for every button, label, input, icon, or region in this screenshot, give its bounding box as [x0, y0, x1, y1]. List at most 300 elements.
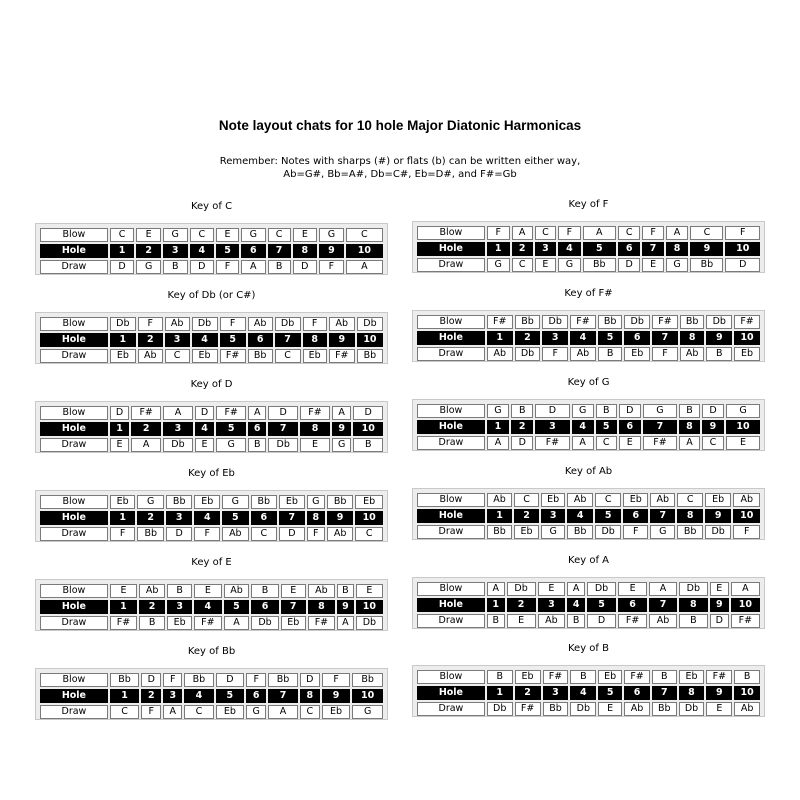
hole-row-label: Hole — [40, 689, 108, 703]
blow-note-cell: A — [487, 582, 505, 596]
blow-note-cell: Bb — [515, 315, 541, 329]
draw-note-cell: Bb — [487, 525, 512, 539]
draw-note-cell: Db — [515, 347, 541, 361]
hole-number-cell: 3 — [165, 333, 190, 347]
draw-note-cell: A — [241, 260, 266, 274]
blow-note-cell: A — [666, 226, 689, 240]
draw-note-cell: E — [598, 702, 622, 716]
blow-note-cell: A — [649, 582, 677, 596]
hole-number-cell: 5 — [583, 242, 616, 256]
chart-caption: Key of G — [567, 377, 610, 388]
blow-note-cell: Db — [192, 317, 218, 331]
hole-number-cell: 4 — [195, 422, 214, 436]
chart-caption: Key of B — [568, 643, 609, 654]
blow-note-cell: Bb — [268, 673, 297, 687]
draw-note-cell: D — [511, 436, 533, 450]
draw-note-cell: C — [512, 258, 533, 272]
blow-row — [40, 495, 383, 509]
blow-row — [40, 673, 383, 687]
note-table — [415, 580, 762, 630]
hole-row — [40, 511, 383, 525]
hole-number-cell: 10 — [355, 511, 383, 525]
draw-note-cell: F# — [308, 616, 335, 630]
draw-note-cell: Db — [268, 438, 298, 452]
blow-note-cell: C — [618, 226, 641, 240]
blow-note-cell: G — [222, 495, 248, 509]
draw-note-cell: Eb — [514, 525, 539, 539]
note-table-frame — [35, 401, 388, 453]
hole-number-cell: 10 — [356, 600, 383, 614]
hole-number-cell: 1 — [110, 511, 136, 525]
draw-note-cell: C — [355, 527, 383, 541]
chart-key-of-f — [412, 288, 765, 364]
hole-row — [417, 420, 760, 434]
hole-number-cell: 9 — [332, 422, 351, 436]
draw-note-cell: Eb — [322, 705, 351, 719]
blow-note-cell: Db — [624, 315, 650, 329]
hole-number-cell: 8 — [300, 689, 320, 703]
hole-number-cell: 4 — [194, 511, 220, 525]
draw-note-cell: D — [110, 260, 135, 274]
hole-number-cell: 5 — [595, 509, 622, 523]
blow-row — [417, 226, 760, 240]
blow-note-cell: C — [110, 228, 135, 242]
draw-note-cell: C — [165, 349, 190, 363]
blow-note-cell: B — [652, 670, 677, 684]
hole-number-cell: 10 — [726, 420, 760, 434]
draw-note-cell: Bb — [543, 702, 569, 716]
blow-note-cell: A — [731, 582, 760, 596]
hole-number-cell: 7 — [652, 686, 677, 700]
note-table-frame — [35, 223, 388, 275]
blow-note-cell: G — [643, 404, 677, 418]
hole-number-cell: 5 — [598, 686, 622, 700]
blow-note-cell: E — [110, 584, 137, 598]
hole-number-cell: 5 — [216, 422, 246, 436]
hole-number-cell: 2 — [511, 420, 533, 434]
draw-note-cell: B — [139, 616, 165, 630]
hole-number-cell: 1 — [110, 333, 136, 347]
blow-note-cell: Bb — [166, 495, 192, 509]
hole-number-cell: 9 — [702, 420, 724, 434]
blow-note-cell: D — [300, 673, 320, 687]
draw-note-cell: G — [246, 705, 266, 719]
draw-note-cell: G — [650, 525, 675, 539]
draw-note-cell: F — [110, 527, 136, 541]
blow-row — [417, 582, 760, 596]
blow-note-cell: C — [595, 493, 622, 507]
blow-note-cell: B — [570, 670, 596, 684]
chart-caption: Key of Eb — [188, 468, 235, 479]
hole-number-cell: 9 — [710, 598, 729, 612]
draw-note-cell: Db — [570, 702, 596, 716]
hole-number-cell: 6 — [618, 242, 641, 256]
hole-number-cell: 2 — [139, 600, 165, 614]
blow-note-cell: G — [137, 495, 163, 509]
blow-row-label: Blow — [40, 495, 108, 509]
note-table — [38, 493, 385, 543]
blow-note-cell: F — [642, 226, 663, 240]
hole-number-cell: 4 — [190, 244, 215, 258]
blow-row-label: Blow — [417, 404, 485, 418]
blow-row-label: Blow — [417, 226, 485, 240]
hole-row — [40, 600, 383, 614]
blow-note-cell: Eb — [541, 493, 566, 507]
hole-row-label: Hole — [40, 422, 108, 436]
note-table — [38, 671, 385, 721]
blow-note-cell: D — [702, 404, 724, 418]
draw-note-cell: G — [216, 438, 246, 452]
blow-row — [417, 670, 760, 684]
blow-note-cell: Ab — [487, 493, 512, 507]
blow-note-cell: Bb — [184, 673, 213, 687]
hole-row-label: Hole — [417, 331, 485, 345]
hole-row-label: Hole — [417, 420, 485, 434]
draw-note-cell: A — [679, 436, 700, 450]
draw-note-cell: Ab — [222, 527, 248, 541]
blow-note-cell: E — [293, 228, 318, 242]
hole-number-cell: 6 — [251, 511, 277, 525]
draw-note-cell: D — [618, 258, 641, 272]
hole-row — [40, 689, 383, 703]
blow-note-cell: F — [163, 673, 182, 687]
blow-note-cell: D — [141, 673, 161, 687]
hole-number-cell: 7 — [268, 422, 298, 436]
blow-note-cell: Bb — [680, 315, 705, 329]
hole-number-cell: 8 — [679, 420, 700, 434]
draw-note-cell: D — [166, 527, 192, 541]
hole-number-cell: 1 — [487, 242, 510, 256]
note-table-frame — [35, 312, 388, 364]
blow-row-label: Blow — [40, 228, 108, 242]
blow-note-cell: G — [307, 495, 325, 509]
hole-number-cell: 2 — [137, 511, 163, 525]
hole-number-cell: 4 — [194, 600, 221, 614]
blow-note-cell: Bb — [327, 495, 353, 509]
hole-number-cell: 6 — [624, 686, 650, 700]
draw-note-cell: C — [251, 527, 277, 541]
hole-row — [417, 331, 760, 345]
draw-note-cell: F — [623, 525, 648, 539]
hole-number-cell: 9 — [327, 511, 353, 525]
blow-row — [417, 493, 760, 507]
hole-number-cell: 1 — [487, 331, 513, 345]
draw-note-cell: Db — [705, 525, 732, 539]
blow-note-cell: G — [319, 228, 344, 242]
draw-note-cell: E — [300, 438, 330, 452]
hole-number-cell: 2 — [131, 422, 161, 436]
hole-number-cell: 8 — [679, 686, 705, 700]
blow-row — [40, 406, 383, 420]
blow-note-cell: F# — [487, 315, 513, 329]
hole-number-cell: 7 — [268, 689, 297, 703]
draw-note-cell: A — [268, 705, 297, 719]
blow-row — [417, 315, 760, 329]
hole-number-cell: 7 — [649, 598, 677, 612]
page-title: Note layout chats for 10 hole Major Diatonic Harmonicas — [218, 118, 582, 133]
hole-number-cell: 6 — [619, 420, 641, 434]
hole-number-cell: 9 — [319, 244, 344, 258]
draw-note-cell: F — [307, 527, 325, 541]
draw-note-cell: Bb — [567, 525, 592, 539]
note-table-frame — [412, 310, 765, 362]
blow-note-cell: Ab — [248, 317, 273, 331]
draw-note-cell: D — [725, 258, 760, 272]
hole-number-cell: 5 — [596, 420, 617, 434]
note-table-frame — [35, 579, 388, 631]
draw-note-cell: C — [596, 436, 617, 450]
hole-number-cell: 4 — [567, 509, 592, 523]
draw-note-cell: Ab — [487, 347, 513, 361]
draw-note-cell: F# — [515, 702, 541, 716]
draw-row — [417, 702, 760, 716]
draw-row — [417, 436, 760, 450]
draw-note-cell: C — [184, 705, 213, 719]
chart-caption: Key of C — [190, 201, 233, 212]
hole-number-cell: 1 — [110, 600, 137, 614]
hole-number-cell: 10 — [734, 686, 760, 700]
blow-note-cell: F# — [216, 406, 246, 420]
blow-note-cell: C — [514, 493, 539, 507]
hole-row — [40, 333, 383, 347]
blow-note-cell: Db — [587, 582, 616, 596]
draw-note-cell: C — [110, 705, 139, 719]
draw-note-cell: F — [141, 705, 161, 719]
hole-number-cell: 9 — [337, 600, 354, 614]
blow-note-cell: Eb — [279, 495, 305, 509]
blow-note-cell: C — [268, 228, 291, 242]
blow-note-cell: Ab — [308, 584, 335, 598]
draw-note-cell: G — [487, 258, 510, 272]
draw-note-cell: F — [216, 260, 239, 274]
hole-number-cell: 6 — [251, 600, 278, 614]
hole-number-cell: 4 — [558, 242, 581, 256]
draw-row-label: Draw — [417, 347, 485, 361]
draw-note-cell: Bb — [690, 258, 723, 272]
hole-number-cell: 5 — [220, 333, 246, 347]
hole-number-cell: 7 — [275, 333, 301, 347]
hole-number-cell: 7 — [279, 511, 305, 525]
blow-note-cell: E — [356, 584, 383, 598]
blow-note-cell: F# — [734, 315, 760, 329]
blow-note-cell: Ab — [165, 317, 190, 331]
hole-number-cell: 10 — [733, 509, 760, 523]
blow-note-cell: Db — [275, 317, 301, 331]
draw-note-cell: Ab — [734, 702, 760, 716]
hole-row-label: Hole — [417, 598, 485, 612]
hole-number-cell: 3 — [541, 509, 566, 523]
note-table — [415, 491, 762, 541]
hole-row — [417, 509, 760, 523]
hole-number-cell: 3 — [167, 600, 192, 614]
draw-note-cell: E — [726, 436, 760, 450]
draw-note-cell: D — [279, 527, 305, 541]
blow-note-cell: G — [241, 228, 266, 242]
hole-number-cell: 4 — [567, 598, 585, 612]
blow-row-label: Blow — [417, 582, 485, 596]
blow-note-cell: D — [535, 404, 569, 418]
draw-note-cell: G — [136, 260, 161, 274]
hole-number-cell: 8 — [666, 242, 689, 256]
draw-row-label: Draw — [40, 438, 108, 452]
hole-row — [417, 686, 760, 700]
blow-row-label: Blow — [40, 406, 108, 420]
blow-note-cell: E — [281, 584, 306, 598]
hole-number-cell: 7 — [642, 242, 663, 256]
reminder-note — [0, 155, 800, 181]
draw-note-cell: Ab — [538, 614, 566, 628]
blow-note-cell: Ab — [139, 584, 165, 598]
hole-number-cell: 6 — [248, 333, 273, 347]
blow-note-cell: F# — [543, 670, 569, 684]
hole-number-cell: 8 — [677, 509, 702, 523]
blow-note-cell: A — [248, 406, 266, 420]
hole-number-cell: 10 — [357, 333, 383, 347]
hole-number-cell: 8 — [679, 598, 708, 612]
draw-note-cell: E — [195, 438, 214, 452]
draw-note-cell: Db — [487, 702, 513, 716]
draw-row-label: Draw — [417, 702, 485, 716]
hole-number-cell: 7 — [643, 420, 677, 434]
blow-note-cell: D — [216, 673, 245, 687]
note-table — [38, 404, 385, 454]
reminder-line-1: Remember: Notes with sharps (#) or flats (b) can be written either way, — [219, 156, 581, 167]
draw-note-cell: C — [275, 349, 301, 363]
note-table-frame — [412, 399, 765, 451]
hole-number-cell: 1 — [487, 686, 513, 700]
hole-number-cell: 9 — [322, 689, 351, 703]
hole-number-cell: 8 — [293, 244, 318, 258]
draw-note-cell: Db — [595, 525, 622, 539]
chart-caption: Key of E — [191, 557, 232, 568]
hole-number-cell: 2 — [507, 598, 536, 612]
note-table-frame — [412, 577, 765, 629]
hole-number-cell: 10 — [731, 598, 760, 612]
draw-note-cell: Ab — [570, 347, 596, 361]
chart-caption: Key of Ab — [564, 466, 613, 477]
blow-row-label: Blow — [417, 670, 485, 684]
draw-note-cell: E — [642, 258, 663, 272]
draw-row — [40, 260, 383, 274]
hole-row-label: Hole — [40, 244, 108, 258]
hole-number-cell: 3 — [535, 242, 556, 256]
hole-number-cell: 4 — [572, 420, 594, 434]
hole-number-cell: 3 — [163, 689, 182, 703]
draw-note-cell: B — [567, 614, 585, 628]
draw-note-cell: A — [224, 616, 250, 630]
hole-row — [417, 242, 760, 256]
draw-note-cell: B — [268, 260, 291, 274]
hole-row-label: Hole — [40, 511, 108, 525]
hole-number-cell: 3 — [163, 244, 188, 258]
hole-number-cell: 2 — [515, 686, 541, 700]
blow-note-cell: F — [220, 317, 246, 331]
blow-note-cell: D — [619, 404, 641, 418]
hole-row-label: Hole — [40, 600, 108, 614]
blow-row — [40, 228, 383, 242]
draw-note-cell: E — [706, 702, 732, 716]
hole-number-cell: 8 — [680, 331, 705, 345]
draw-note-cell: A — [487, 436, 509, 450]
blow-note-cell: F — [487, 226, 510, 240]
draw-note-cell: Db — [679, 702, 705, 716]
chart-caption: Key of Bb — [187, 646, 236, 657]
draw-note-cell: F — [652, 347, 678, 361]
blow-note-cell: Ab — [567, 493, 592, 507]
blow-note-cell: Eb — [623, 493, 648, 507]
hole-number-cell: 10 — [352, 689, 383, 703]
draw-note-cell: F# — [643, 436, 677, 450]
blow-note-cell: Bb — [110, 673, 139, 687]
hole-number-cell: 5 — [222, 511, 248, 525]
draw-note-cell: Ab — [138, 349, 163, 363]
blow-note-cell: F — [138, 317, 163, 331]
draw-note-cell: E — [619, 436, 641, 450]
blow-note-cell: C — [535, 226, 556, 240]
chart-key-of-eb — [35, 468, 388, 544]
draw-row — [40, 438, 383, 452]
draw-note-cell: Eb — [167, 616, 192, 630]
hole-number-cell: 6 — [246, 689, 266, 703]
draw-note-cell: B — [598, 347, 623, 361]
draw-note-cell: F# — [731, 614, 760, 628]
hole-number-cell: 8 — [307, 511, 325, 525]
blow-note-cell: B — [167, 584, 192, 598]
draw-note-cell: F — [194, 527, 220, 541]
hole-number-cell: 2 — [514, 509, 539, 523]
blow-note-cell: Db — [110, 317, 136, 331]
hole-number-cell: 1 — [110, 244, 135, 258]
blow-row-label: Blow — [40, 673, 108, 687]
draw-row-label: Draw — [40, 705, 108, 719]
draw-note-cell: B — [248, 438, 266, 452]
hole-number-cell: 10 — [725, 242, 760, 256]
blow-row — [417, 404, 760, 418]
hole-number-cell: 7 — [281, 600, 306, 614]
note-table — [415, 224, 762, 274]
chart-key-of-g — [412, 377, 765, 453]
draw-row-label: Draw — [417, 258, 485, 272]
blow-note-cell: Bb — [598, 315, 623, 329]
blow-note-cell: E — [194, 584, 221, 598]
hole-number-cell: 3 — [163, 422, 193, 436]
blow-note-cell: E — [136, 228, 161, 242]
note-table-frame — [35, 668, 388, 720]
blow-note-cell: Ab — [329, 317, 355, 331]
draw-note-cell: Eb — [110, 349, 136, 363]
chart-key-of-a — [412, 555, 765, 631]
blow-note-cell: B — [679, 404, 700, 418]
draw-note-cell: Db — [251, 616, 278, 630]
hole-number-cell: 8 — [303, 333, 327, 347]
blow-note-cell: Ab — [650, 493, 675, 507]
blow-note-cell: F — [322, 673, 351, 687]
blow-note-cell: C — [677, 493, 702, 507]
draw-note-cell: D — [293, 260, 318, 274]
blow-note-cell: F — [246, 673, 266, 687]
blow-note-cell: Eb — [355, 495, 383, 509]
draw-row — [417, 614, 760, 628]
hole-number-cell: 3 — [535, 420, 569, 434]
note-table-frame — [412, 221, 765, 273]
blow-row — [40, 584, 383, 598]
draw-note-cell: C — [300, 705, 320, 719]
note-table-frame — [412, 488, 765, 540]
blow-note-cell: F# — [652, 315, 678, 329]
draw-row-label: Draw — [417, 436, 485, 450]
blow-note-cell: Eb — [515, 670, 541, 684]
hole-number-cell: 4 — [570, 686, 596, 700]
